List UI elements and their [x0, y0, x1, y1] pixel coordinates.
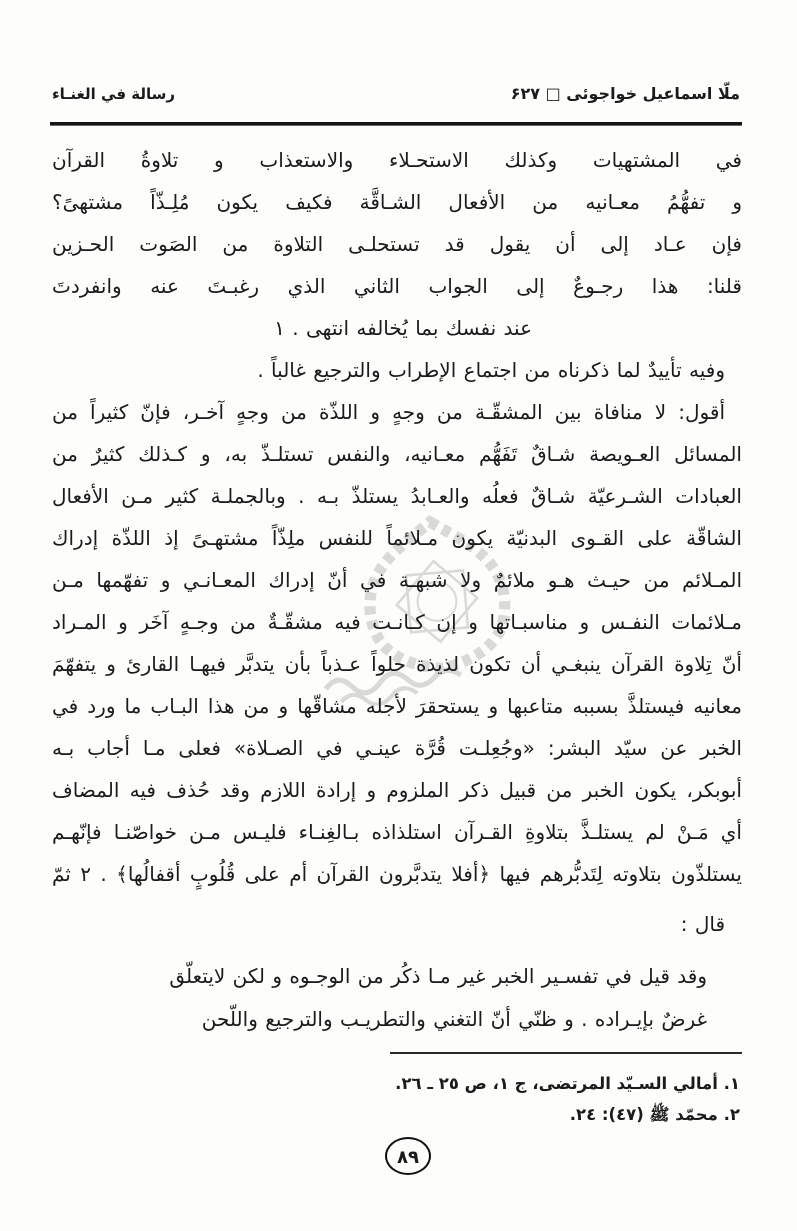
- blockquote-line: غرضٌ بإيـراده . و ظنّي أنّ التغني والتطريـب والترجيع واللّحن: [201, 1007, 707, 1031]
- footnotes: [52, 1068, 740, 1130]
- header-rule: [50, 122, 742, 126]
- body-line: أبوبكر، يكون الخبر من قبيل ذكر الملزوم و إرادة اللازم وقد حُذف فيه المضاف: [52, 778, 742, 802]
- body-line: العبادات الشـرعيّة شـاقٌ فعلُه والعـابدُ يستلذّ بـه . وبالجملـة كثير مـن الأفعال: [52, 484, 742, 508]
- page-header: [52, 84, 740, 103]
- body-line: يستلذّون بتلاوته لِتَدبُّرهم فيها ﴿أفلا يتدبَّرون القرآن أم على قُلُوبٍ أقفالُها﴾ . ٢ ثمّ: [52, 862, 742, 886]
- header-author-pagenum: ملّا اسماعيل خواجوئى □ ۶۲۷: [510, 84, 740, 103]
- body-text: [52, 139, 742, 1041]
- body-line: قلنا: هذا رجـوعٌ إلى الجواب الثاني الذي رغبـتَ عنه وانفردتَ: [52, 274, 742, 298]
- body-line: في المشتهيات وكذلك الاستحـلاء والاستعذاب و تلاوةُ القرآن: [52, 148, 742, 172]
- footnote-1: ١. أمالي السـيّد المرتضى، ج ١، ص ٢٥ ـ ٢٦.: [395, 1074, 740, 1093]
- body-line: مـلائمات النفـس و مناسبـاتها و إن كـانـت فيه مشقّـةٌ من وجـهٍ آخَر و المـراد: [52, 610, 742, 634]
- body-line-qala: قال :: [680, 912, 725, 936]
- footnote-separator-rule: [390, 1052, 742, 1054]
- body-line: المـلائم من حيـث هـو ملائمٌ ولا شبهـة في أنّ إدراك المعـانـي و تفهّمها مـن: [52, 568, 742, 592]
- body-line: الخبر عن سيّد البشر: «وجُعِلـت قُرَّة عينـي في الصـلاة» فعلى مـا أجاب بـه: [52, 736, 742, 760]
- body-line: معانيه فيستلذَّ بسببه متاعبها و يستحقرَ لأجله مشاقّها و من هذا البـاب ما ورد في: [52, 694, 742, 718]
- page-number-badge: ٨٩: [385, 1137, 431, 1175]
- header-book-title: رسالة في الغنـاء: [52, 85, 175, 103]
- body-line: المسائل العـويصة شـاقٌ تَفَهُّم معـانيه، والنفس تستلـذّ به، و كـذلك كثيرٌ من: [52, 442, 742, 466]
- body-line: أقول: لا منافاة بين المشقّـة من وجهٍ و اللذّة من وجهٍ آخـر، فإنّ كثيراً من: [52, 400, 725, 424]
- body-line: الشاقّة على القـوى البدنيّة يكون مـلائماً للنفس ملِذّاً مشتهـىً إذ اللذّة إدراك: [52, 526, 742, 550]
- body-line: أي مَـنْ لم يستلـذَّ بتلاوةِ القـرآن استلذاذه بـالغِنـاء فليـس مـن خواصّنـا فإنّهـم: [52, 820, 742, 844]
- body-line: وفيه تأييدٌ لما ذكرناه من اجتماع الإطراب والترجيع غالباً .: [257, 358, 725, 382]
- body-line: و تفهُّمُ معـانيه من الأفعال الشـاقَّة فكيف يكون مُلِـذّاً مشتهىً؟: [52, 190, 742, 214]
- body-line: فإن عـاد إلى أن يقول قد تستحلـى التلاوة من الصَوت الحـزين: [52, 232, 742, 256]
- footnote-2: ٢. محمّد ﷺ (٤٧): ٢٤.: [569, 1105, 740, 1124]
- body-line-quote-end: عند نفسك بما يُخالفه انتهى . ١: [274, 316, 532, 340]
- body-line: أنّ تِلاوة القرآن ينبغـي أن تكون لذيذة حلواً عـذباً بأن يتدبَّر فيهـا القارئ و يتفهّمَ: [52, 652, 742, 676]
- blockquote-line: وقد قيل في تفسـير الخبر غير مـا ذكُر من الوجـوه و لكن لايتعلّق: [169, 964, 707, 988]
